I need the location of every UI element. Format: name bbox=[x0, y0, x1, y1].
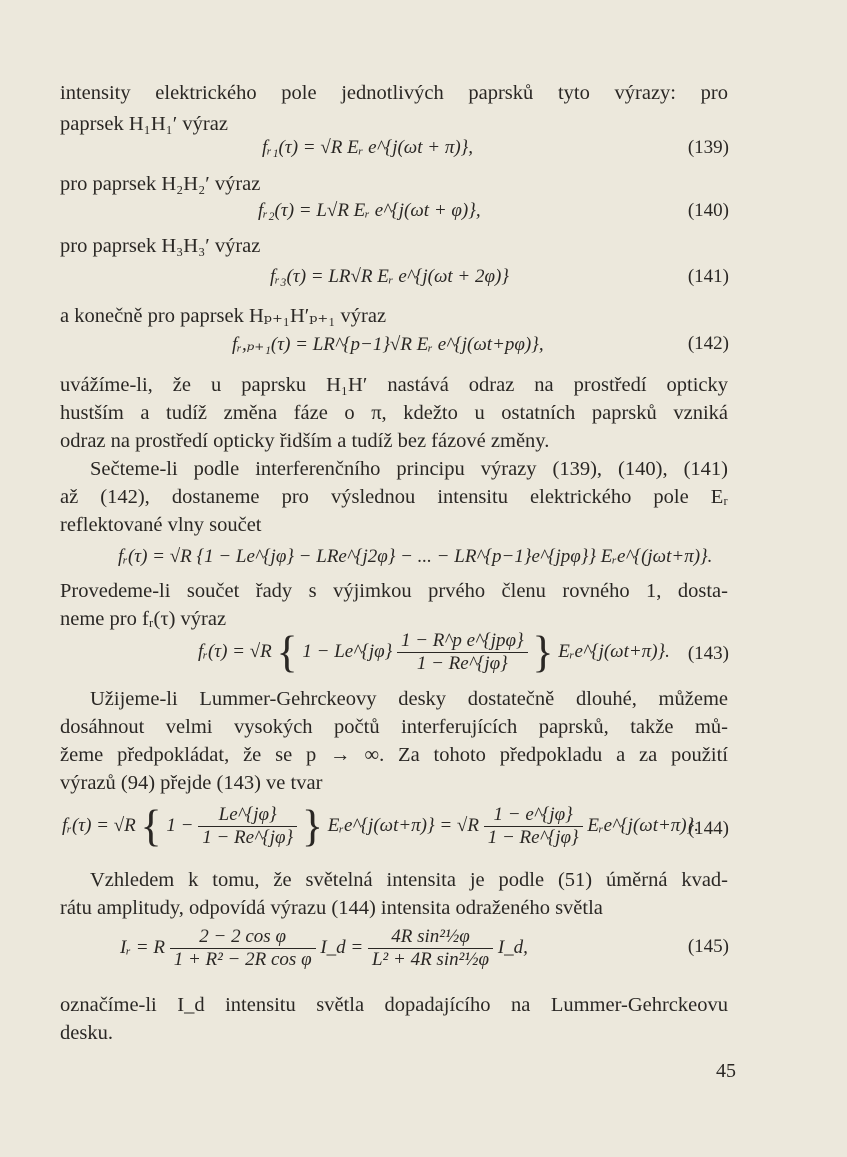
equation-sum: fᵣ(τ) = √R {1 − Le^{jφ} − LRe^{j2φ} − ... − LR^{p−1}e^{jpφ}} Eᵣe^{(jωt+π)}. bbox=[118, 546, 713, 567]
fraction: $\frac{\text{1 − R\textasciicircum{}p e\textasciicircum{}\{jpφ\}}}{1 - Re\^{}\{j\varphi\}}$ bbox=[397, 630, 528, 675]
text-line: dosáhnout velmi vysokých počtů interferujících paprsků, takže mů- bbox=[60, 716, 728, 738]
brace-close: } bbox=[532, 627, 554, 677]
text-line: paprsek H₁H₁′ výraz bbox=[60, 113, 228, 135]
text-line: Vzhledem k tomu, že světelná intensita je podle (51) úměrná kvad- bbox=[90, 869, 728, 891]
text-line: Provedeme-li součet řady s výjimkou prvého členu rovného 1, dosta- bbox=[60, 580, 728, 602]
text-line: rátu amplitudy, odpovídá výrazu (144) intensita odraženého světla bbox=[60, 897, 603, 919]
text-line: označíme-li I_d intensitu světla dopadajícího na Lummer-Gehrckeovu bbox=[60, 994, 728, 1016]
text-line: až (142), dostaneme pro výslednou intensitu elektrického pole Eᵣ bbox=[60, 486, 728, 508]
equation-143: fᵣ(τ) = √R { 1 − Le^{jφ} $\frac{\text{1 − R\textasciicircum{}p e\textasciicircum{}\{jpφ\}}}{1 - Re\^{}\{j\varphi\}}$ } Eᵣe^{j(ωt+π)}. bbox=[198, 627, 670, 677]
brace-open: { bbox=[140, 801, 162, 851]
text-line: výrazů (94) přejde (143) ve tvar bbox=[60, 772, 323, 794]
brace-open: { bbox=[276, 627, 298, 677]
text-line: odraz na prostředí opticky řidším a tudíž bez fázové změny. bbox=[60, 430, 550, 452]
text-line: uvážíme-li, že u paprsku H₁H′ nastává odraz na prostředí opticky bbox=[60, 374, 728, 396]
text-line: Užijeme-li Lummer-Gehrckeovy desky dostatečně dlouhé, můžeme bbox=[90, 688, 728, 710]
page-number: 45 bbox=[716, 1060, 736, 1082]
equation-number: (140) bbox=[687, 200, 729, 221]
text-line: pro paprsek H₂H₂′ výraz bbox=[60, 173, 261, 195]
equation-142: fᵣ,ₚ₊₁(τ) = LR^{p−1}√R Eᵣ e^{j(ωt+pφ)}, bbox=[232, 334, 544, 355]
text-line: a konečně pro paprsek Hₚ₊₁H′ₚ₊₁ výraz bbox=[60, 305, 387, 327]
fraction: $\frac{Le\^{}\{j\varphi\}}{1 - Re\^{}\{j\varphi\}}$ bbox=[198, 804, 297, 849]
equation-number: (143) bbox=[687, 643, 729, 664]
text-line: žeme předpokládat, že se p → ∞. Za tohoto předpokladu a za použití bbox=[60, 744, 728, 766]
equation-number: (144) bbox=[687, 818, 729, 839]
brace-close: } bbox=[301, 801, 323, 851]
text-line: intensity elektrického pole jednotlivých paprsků tyto výrazy: pro bbox=[60, 82, 728, 104]
fraction: $\frac{\text{4R sin²½φ}}{\text{L² + 4R sin²½φ}}$ bbox=[368, 926, 493, 971]
equation-number: (141) bbox=[687, 266, 729, 287]
equation-144: fᵣ(τ) = √R { 1 − $\frac{Le\^{}\{j\varphi\}}{1 - Re\^{}\{j\varphi\}}$ } Eᵣe^{j(ωt+π)} = √R $\frac{1 - e\^{}\{j\varphi\}}{1 - Re\^{}\{j\varphi\}}$ Eᵣe^{j(ωt+π)}. bbox=[62, 801, 699, 851]
equation-145: Iᵣ = R $\frac{\text{2 − 2 cos φ}}{\text{1 + R² − 2R cos φ}}$ I_d = $\frac{\text{4R sin²½φ}}{\text{L² + 4R sin²½φ}}$ I_d, bbox=[120, 926, 528, 971]
text-line: hustším a tudíž změna fáze o π, kdežto u ostatních paprsků vzniká bbox=[60, 402, 728, 424]
equation-141: fᵣ₃(τ) = LR√R Eᵣ e^{j(ωt + 2φ)} bbox=[270, 266, 509, 287]
equation-number: (145) bbox=[687, 936, 729, 957]
fraction: $\frac{\text{2 − 2 cos φ}}{\text{1 + R² − 2R cos φ}}$ bbox=[170, 926, 316, 971]
text-line: pro paprsek H₃H₃′ výraz bbox=[60, 235, 261, 257]
equation-140: fᵣ₂(τ) = L√R Eᵣ e^{j(ωt + φ)}, bbox=[258, 200, 481, 221]
fraction: $\frac{1 - e\^{}\{j\varphi\}}{1 - Re\^{}\{j\varphi\}}$ bbox=[484, 804, 583, 849]
equation-139: fᵣ₁(τ) = √R Eᵣ e^{j(ωt + π)}, bbox=[262, 137, 474, 158]
text-line: desku. bbox=[60, 1022, 113, 1044]
text-line: neme pro fᵣ(τ) výraz bbox=[60, 608, 227, 630]
text-line: Sečteme-li podle interferenčního principu výrazy (139), (140), (141) bbox=[90, 458, 728, 480]
text-line: reflektované vlny součet bbox=[60, 514, 262, 536]
equation-number: (142) bbox=[687, 333, 729, 354]
equation-number: (139) bbox=[687, 137, 729, 158]
